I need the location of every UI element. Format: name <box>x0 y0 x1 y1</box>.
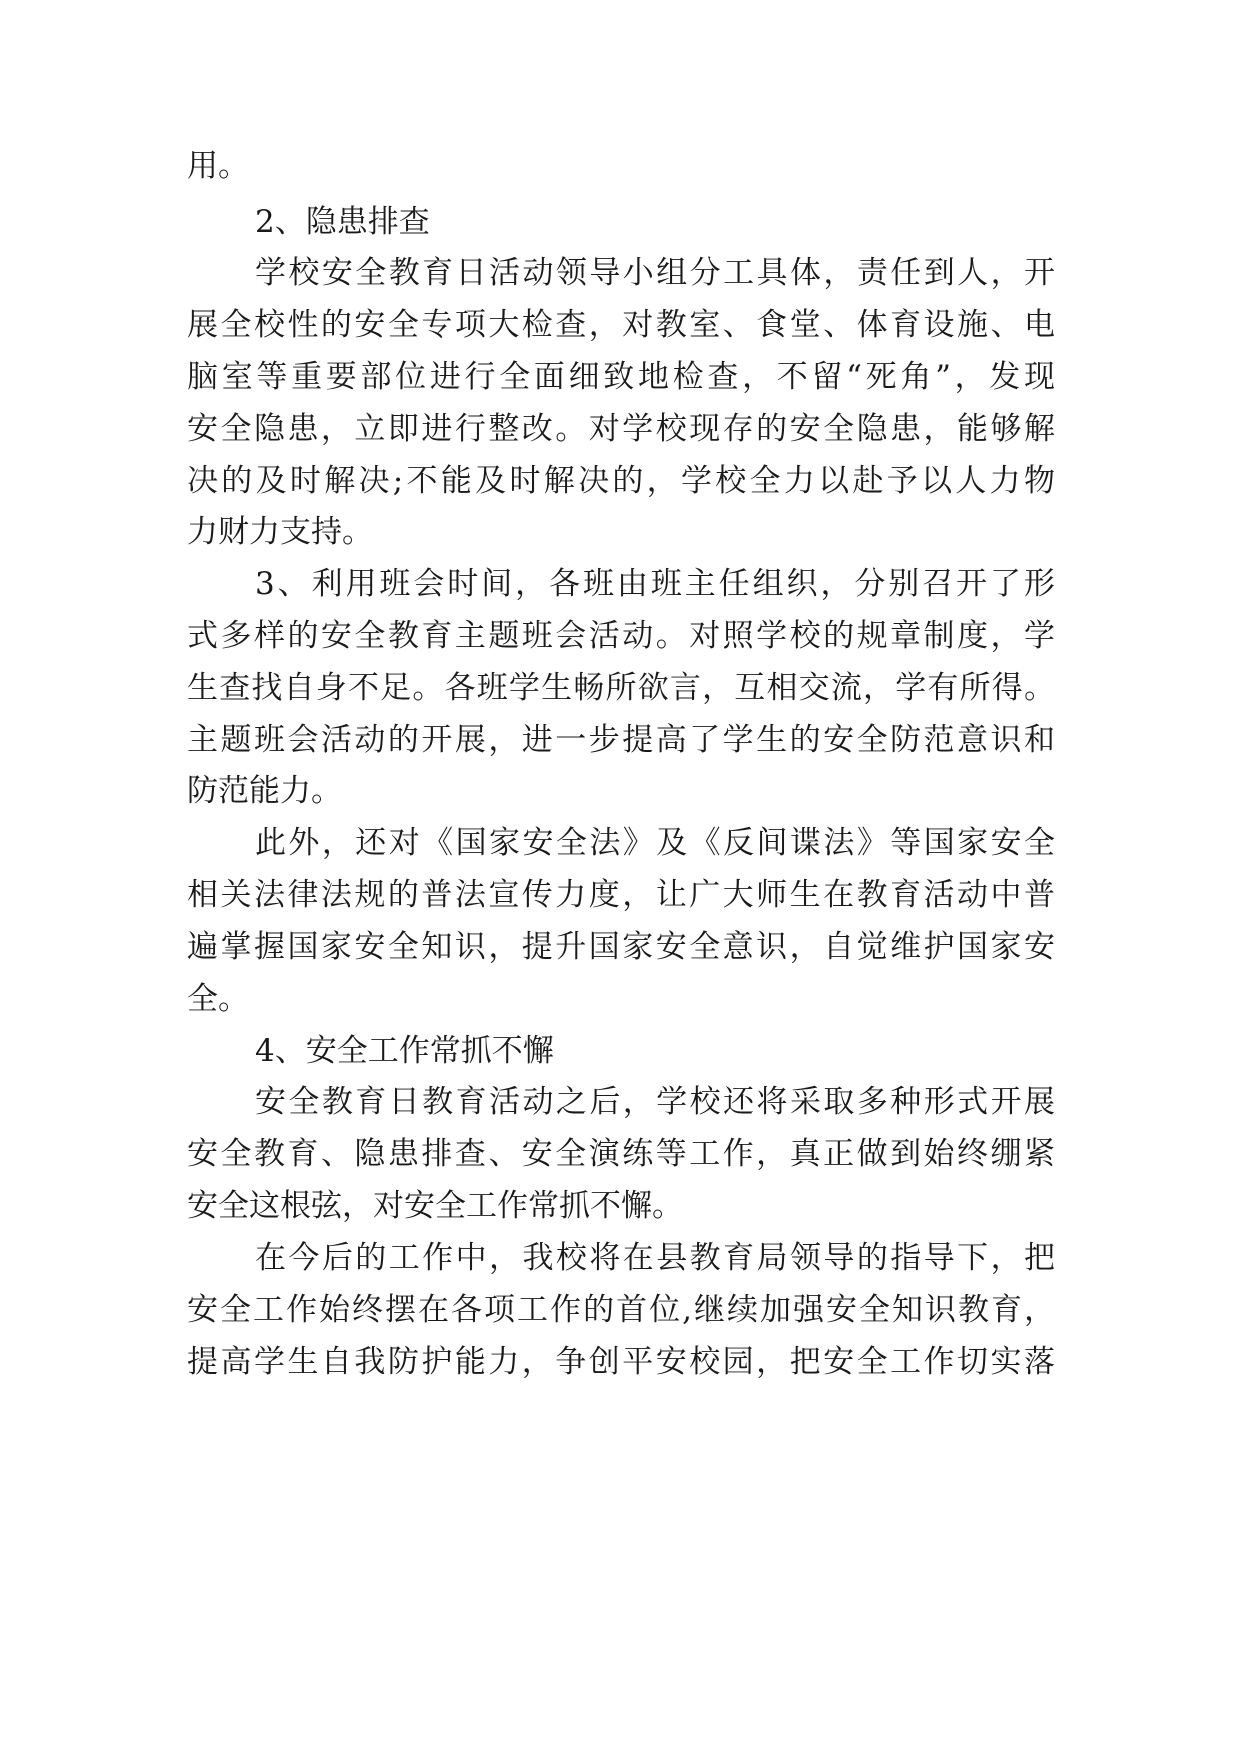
text-line: 安全工作始终摆在各项工作的首位,继续加强安全知识教育， <box>187 1292 1055 1328</box>
text-line: 遍掌握国家安全知识，提升国家安全意识，自觉维护国家安 <box>187 929 1055 965</box>
text-line: 脑室等重要部位进行全面细致地检查，不留“死角”，发现 <box>187 359 1055 395</box>
text-line: 在今后的工作中，我校将在县教育局领导的指导下，把 <box>255 1240 1055 1276</box>
text-line: 主题班会活动的开展，进一步提高了学生的安全防范意识和 <box>187 722 1055 758</box>
text-line: 安全隐患，立即进行整改。对学校现存的安全隐患，能够解 <box>187 411 1055 447</box>
text-line: 安全教育、隐患排查、安全演练等工作，真正做到始终绷紧 <box>187 1136 1055 1172</box>
text-line: 用。 <box>187 148 249 184</box>
text-line: 学校安全教育日活动领导小组分工具体，责任到人，开 <box>255 255 1055 291</box>
section-heading: 2、隐患排查 <box>255 204 430 240</box>
text-line: 力财力支持。 <box>187 514 373 550</box>
text-line: 式多样的安全教育主题班会活动。对照学校的规章制度，学 <box>187 618 1055 654</box>
text-line: 防范能力。 <box>187 773 342 809</box>
text-line: 相关法律法规的普法宣传力度，让广大师生在教育活动中普 <box>187 877 1055 913</box>
text-line: 决的及时解决;不能及时解决的，学校全力以赴予以人力物 <box>187 463 1055 499</box>
text-line: 安全这根弦，对安全工作常抓不懈。 <box>187 1188 683 1224</box>
text-line: 提高学生自我防护能力，争创平安校园，把安全工作切实落 <box>187 1344 1055 1380</box>
text-line: 生查找自身不足。各班学生畅所欲言，互相交流，学有所得。 <box>187 670 1055 706</box>
section-heading: 4、安全工作常抓不懈 <box>255 1033 554 1069</box>
text-line: 全。 <box>187 981 249 1017</box>
text-line: 此外，还对《国家安全法》及《反间谍法》等国家安全 <box>255 825 1055 861</box>
text-line: 展全校性的安全专项大检查，对教室、食堂、体育设施、电 <box>187 307 1055 343</box>
text-line: 3、利用班会时间，各班由班主任组织，分别召开了形 <box>255 566 1055 602</box>
text-line: 安全教育日教育活动之后，学校还将采取多种形式开展 <box>255 1084 1055 1120</box>
